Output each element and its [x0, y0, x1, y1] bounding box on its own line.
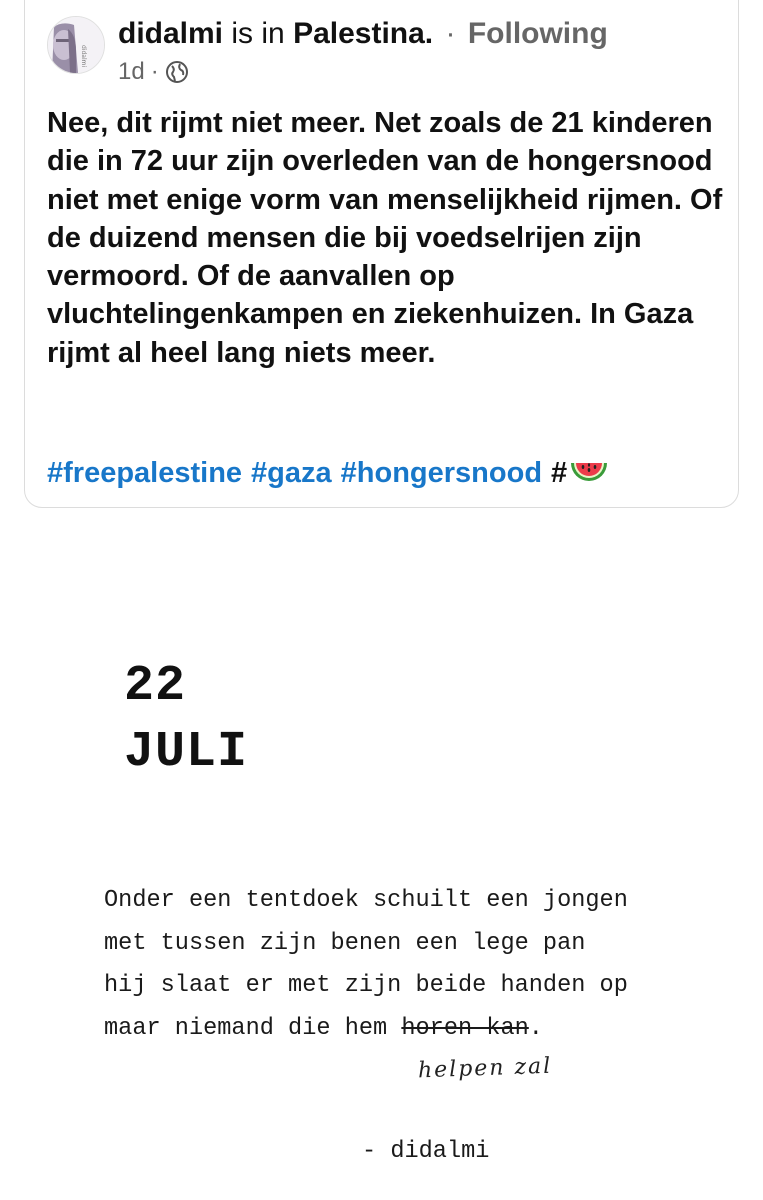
hashtag-freepalestine[interactable]: #freepalestine: [47, 457, 243, 489]
poem-line: hij slaat er met zijn beide handen op: [104, 972, 628, 1000]
location-link[interactable]: Palestina.: [293, 17, 434, 50]
hashtag-gaza[interactable]: #gaza: [251, 457, 332, 489]
poem-last-line-suffix: .: [528, 1015, 543, 1043]
poem-line: met tussen zijn benen een lege pan: [104, 929, 586, 957]
hashtag-hongersnood[interactable]: #hongersnood: [340, 457, 543, 489]
handwritten-correction: helpen zal: [417, 1053, 553, 1084]
poem-month: JULI: [124, 724, 249, 781]
struck-text: horen kan: [401, 1015, 529, 1043]
poem-body: [104, 880, 628, 1051]
connector-text: is in: [231, 17, 285, 50]
avatar-image: [48, 17, 104, 73]
poem-last-line-prefix: maar niemand die hem: [104, 1015, 402, 1043]
post-text: Nee, dit rijmt niet meer. Net zoals de 21 kinderen die in 72 uur zijn overleden van de hongersnood niet met enige vorm van menselijkheid rijmen. Of de duizend mensen die bij voedselrijen zijn vermoord. Of de aanvallen op vluchtelingenkampen en ziekenhuizen. In Gaza rijmt al heel lang niets meer.: [47, 107, 723, 369]
trailing-hash: #: [551, 457, 568, 489]
post-meta: [118, 57, 189, 87]
avatar[interactable]: [47, 16, 105, 74]
hashtag-row: [47, 454, 609, 492]
poem-line: Onder een tentdoek schuilt een jongen: [104, 887, 628, 914]
poem-signature: - didalmi: [362, 1138, 490, 1165]
following-button[interactable]: Following: [467, 17, 608, 50]
author-line: [118, 15, 608, 53]
poem-last-line: [104, 1008, 628, 1051]
separator-dot: ·: [445, 17, 456, 50]
watermelon-icon: [569, 457, 609, 489]
post-time[interactable]: 1d: [118, 58, 145, 85]
globe-icon: [165, 60, 189, 84]
avatar-label: didalmi: [80, 45, 87, 68]
meta-separator: ·: [150, 58, 159, 85]
poem-day: 22: [124, 658, 187, 715]
poem-date: [124, 654, 248, 786]
author-name[interactable]: didalmi: [118, 17, 224, 50]
